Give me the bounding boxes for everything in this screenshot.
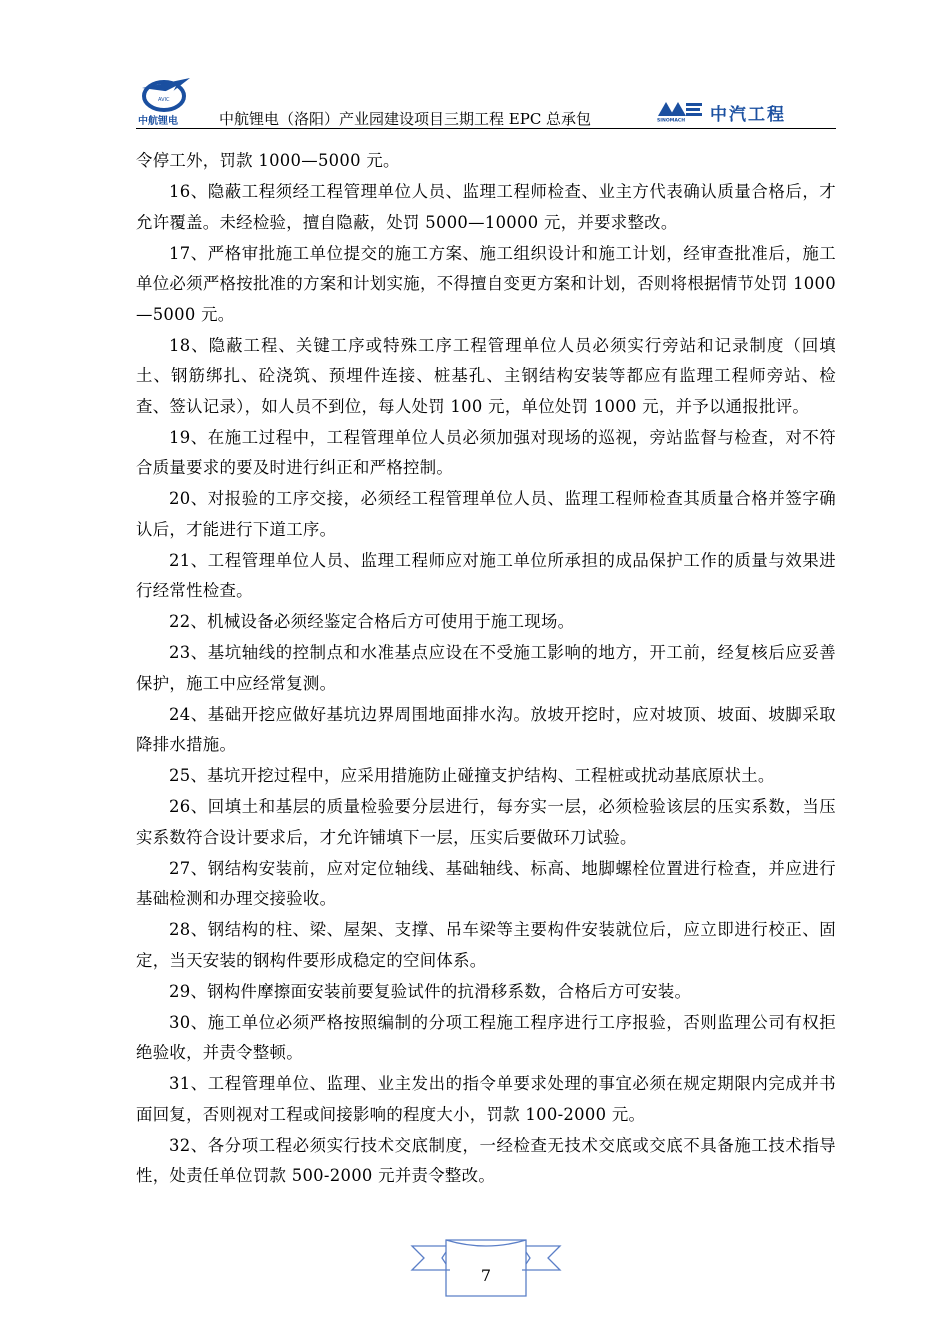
paragraph: 25、基坑开挖过程中，应采用措施防止碰撞支护结构、工程桩或扰动基底原状土。 xyxy=(169,766,775,785)
page-footer xyxy=(410,1236,562,1300)
paragraph: 31、工程管理单位、监理、业主发出的指令单要求处理的事宜必须在规定期限内完成并书面回复，否则视对工程或间接影响的程度大小，罚款 100-2000 元。 xyxy=(136,1074,836,1124)
paragraph: 20、对报验的工序交接，必须经工程管理单位人员、监理工程师检查其质量合格并签字确认后，才能进行下道工序。 xyxy=(136,489,836,539)
left-logo-text: 中航锂电 xyxy=(138,116,178,127)
right-logo-text: 中汽工程 xyxy=(710,105,786,125)
paragraph: 18、隐蔽工程、关键工序或特殊工序工程管理单位人员必须实行旁站和记录制度（回填土、钢筋绑扎、砼浇筑、预埋件连接、桩基孔、主钢结构安装等都应有监理工程师旁站、检查、签认记录），如人员不到位，每人处罚 100 元，单位处罚 1000 元，并予以通报批评。 xyxy=(136,335,836,416)
paragraph: 29、钢构件摩擦面安装前要复验试件的抗滑移系数，合格后方可安装。 xyxy=(169,981,692,1001)
paragraph: 27、钢结构安装前，应对定位轴线、基础轴线、标高、地脚螺栓位置进行检查，并应进行基础检测和办理交接验收。 xyxy=(136,858,836,908)
page-header xyxy=(136,74,836,130)
avic-emblem-icon xyxy=(136,74,196,114)
header-title: 中航锂电（洛阳）产业园建设项目三期工程 EPC 总承包 xyxy=(219,110,592,128)
sinomach-emblem-icon xyxy=(656,100,706,122)
paragraph: 19、在施工过程中，工程管理单位人员必须加强对现场的巡视，旁站监督与检查，对不符合质量要求的要及时进行纠正和严格控制。 xyxy=(136,427,836,477)
paragraph: 24、基础开挖应做好基坑边界周围地面排水沟。放坡开挖时，应对坡顶、坡面、坡脚采取降排水措施。 xyxy=(136,704,836,754)
paragraph: 32、各分项工程必须实行技术交底制度，一经检查无技术交底或交底不具备施工技术指导性，处责任单位罚款 500-2000 元并责令整改。 xyxy=(136,1135,836,1185)
paragraph: 21、工程管理单位人员、监理工程师应对施工单位所承担的成品保护工作的质量与效果进行经常性检查。 xyxy=(136,550,836,600)
svg-text:AVIC: AVIC xyxy=(158,97,170,103)
paragraph: 17、严格审批施工单位提交的施工方案、施工组织设计和施工计划，经审查批准后，施工单位必须严格按批准的方案和计划实施，不得擅自变更方案和计划，否则将根据情节处罚 1000—5000 元。 xyxy=(136,243,836,324)
paragraph: 16、隐蔽工程须经工程管理单位人员、监理工程师检查、业主方代表确认质量合格后，才允许覆盖。未经检验，擅自隐蔽，处罚 5000—10000 元，并要求整改。 xyxy=(136,182,836,232)
sinomach-logo xyxy=(656,100,836,126)
avic-lithium-logo xyxy=(136,74,196,126)
paragraph: 30、施工单位必须严格按照编制的分项工程施工程序进行工序报验，否则监理公司有权拒绝验收，并责令整顿。 xyxy=(136,1012,836,1062)
header-divider xyxy=(136,128,836,129)
right-logo-sub: SINOMACH xyxy=(657,118,686,122)
paragraph: 令停工外，罚款 1000—5000 元。 xyxy=(136,151,400,170)
page-number: 7 xyxy=(480,1266,492,1285)
paragraph: 22、机械设备必须经鉴定合格后方可使用于施工现场。 xyxy=(169,612,575,631)
paragraph: 26、回填土和基层的质量检验要分层进行，每夯实一层，必须检验该层的压实系数，当压实系数符合设计要求后，才允许铺填下一层，压实后要做环刀试验。 xyxy=(136,797,836,847)
document-body xyxy=(136,146,836,1192)
paragraph: 23、基坑轴线的控制点和水准基点应设在不受施工影响的地方，开工前，经复核后应妥善保护，施工中应经常复测。 xyxy=(136,643,836,693)
paragraph: 28、钢结构的柱、梁、屋架、支撑、吊车梁等主要构件安装就位后，应立即进行校正、固定，当天安装的钢构件要形成稳定的空间体系。 xyxy=(136,920,836,970)
